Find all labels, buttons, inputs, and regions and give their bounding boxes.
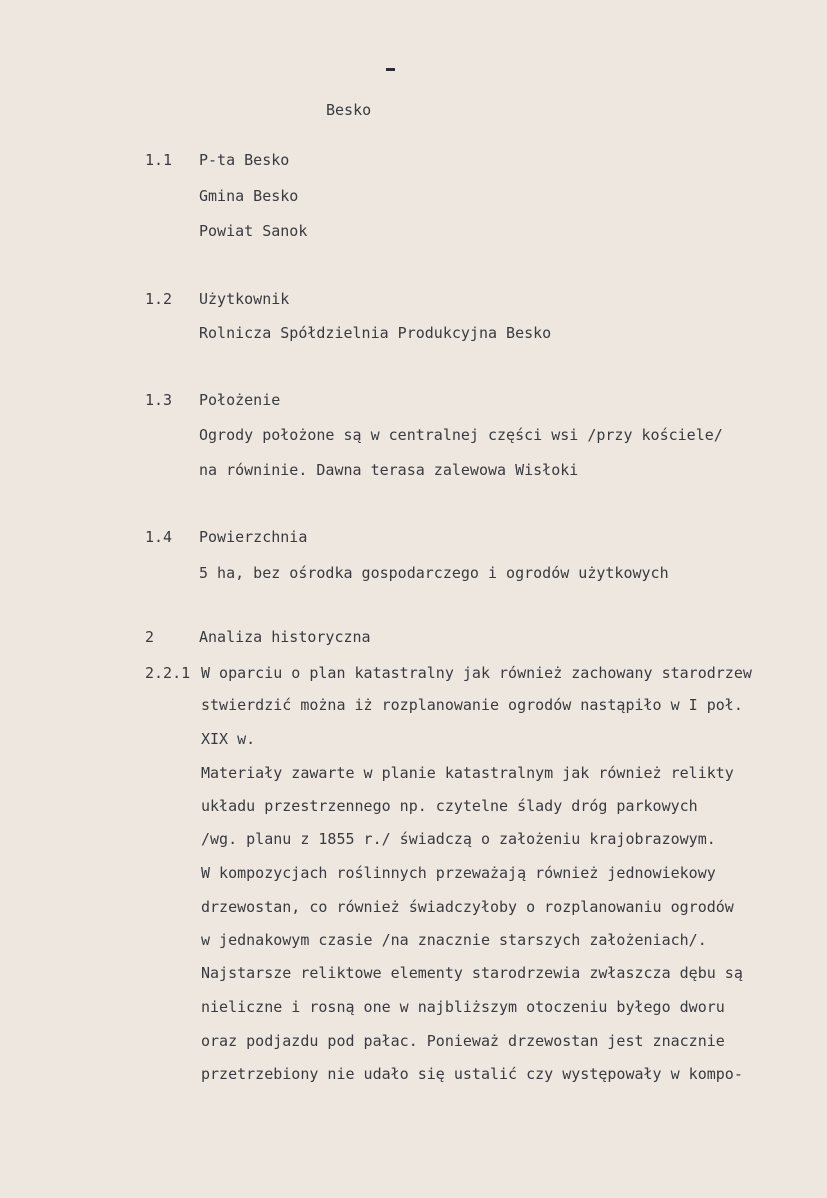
section-number-2: 2 <box>145 628 155 646</box>
page-title: Besko <box>326 101 372 119</box>
location-line: Ogrody położone są w centralnej części wsi /przy kościele/ <box>199 426 723 444</box>
section-number-1-1: 1.1 <box>145 151 173 169</box>
section-number-1-3: 1.3 <box>145 391 173 409</box>
commune-line: Gmina Besko <box>199 187 299 205</box>
section-number-1-4: 1.4 <box>145 528 173 546</box>
history-line: stwierdzić można iż rozplanowanie ogrodów nastąpiło w I poł. <box>201 696 743 714</box>
top-mark <box>386 68 395 71</box>
section-heading-history: Analiza historyczna <box>199 628 371 646</box>
history-line: W kompozycjach roślinnych przeważają również jednowiekowy <box>201 864 716 882</box>
history-line: oraz podjazdu pod pałac. Ponieważ drzewostan jest znacznie <box>201 1032 725 1050</box>
history-line: przetrzebiony nie udało się ustalić czy występowały w kompo- <box>201 1065 743 1083</box>
history-line: Materiały zawarte w planie katastralnym jak również relikty <box>201 764 734 782</box>
district-line: Powiat Sanok <box>199 222 308 240</box>
history-line: /wg. planu z 1855 r./ świadczą o założeniu krajobrazowym. <box>201 830 716 848</box>
history-line: XIX w. <box>201 730 256 748</box>
history-line: W oparciu o plan katastralny jak również zachowany starodrzew <box>201 664 752 682</box>
user-line: Rolnicza Spółdzielnia Produkcyjna Besko <box>199 324 552 342</box>
history-line: drzewostan, co również świadczyłoby o rozplanowaniu ogrodów <box>201 898 734 916</box>
area-line: 5 ha, bez ośrodka gospodarczego i ogrodów użytkowych <box>199 564 669 582</box>
section-heading-location: Położenie <box>199 391 281 409</box>
history-line: układu przestrzennego np. czytelne ślady dróg parkowych <box>201 797 698 815</box>
location-line: na równinie. Dawna terasa zalewowa Wisłoki <box>199 461 579 479</box>
locality-line: P-ta Besko <box>199 151 290 169</box>
section-number-2-2-1: 2.2.1 <box>145 664 191 682</box>
section-number-1-2: 1.2 <box>145 290 173 308</box>
history-line: w jednakowym czasie /na znacznie starszych założeniach/. <box>201 931 707 949</box>
section-heading-area: Powierzchnia <box>199 528 308 546</box>
history-line: Najstarsze reliktowe elementy starodrzewia zwłaszcza dębu są <box>201 964 743 982</box>
history-line: nieliczne i rosną one w najbliższym otoczeniu byłego dworu <box>201 998 725 1016</box>
section-heading-user: Użytkownik <box>199 290 290 308</box>
